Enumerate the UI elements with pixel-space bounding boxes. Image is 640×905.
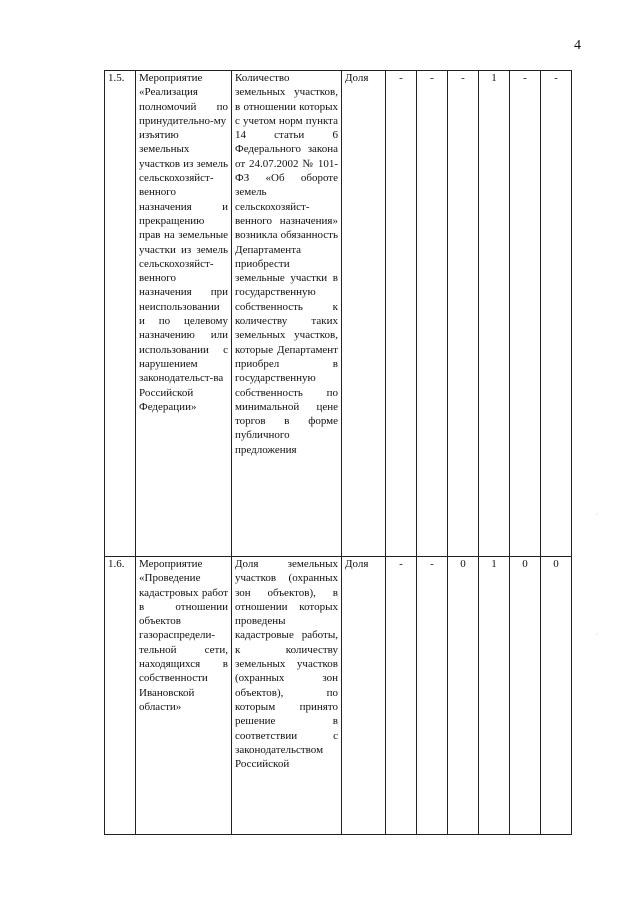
value-cell: 1 [479, 71, 510, 557]
indicators-table [104, 70, 572, 835]
value-cell: - [510, 71, 541, 557]
value-cell: 0 [510, 557, 541, 835]
value-cell: - [386, 71, 417, 557]
value-cell: 0 [541, 557, 572, 835]
table-row [105, 71, 572, 557]
unit-cell: Доля [342, 71, 386, 557]
value-cell: 1 [479, 557, 510, 835]
scan-mark: · [596, 632, 598, 638]
value-cell: - [386, 557, 417, 835]
value-cell: 0 [448, 557, 479, 835]
page-number: 4 [574, 38, 581, 53]
value-cell: - [417, 557, 448, 835]
unit-cell: Доля [342, 557, 386, 835]
value-cell: - [417, 71, 448, 557]
value-cell: - [448, 71, 479, 557]
table-row [105, 557, 572, 835]
value-cell: - [541, 71, 572, 557]
row-number: 1.6. [105, 557, 136, 835]
indicator-cell: Количество земельных участков, в отношении которых с учетом норм пункта 14 статьи 6 Федерального закона от 24.07.2002 № 101-ФЗ «Об обороте земель сельскохозяйст-венного назначения» возникла обязанность Департамента приобрести земельные участки в государственную собственность к количеству таких земельных участков, которые Департамент приобрел в государственную собственность по минимальной цене торгов в форме публичного предложения [232, 71, 342, 557]
event-cell: Мероприятие «Реализация полномочий по принудительно-му изъятию земельных участков из земель сельскохозяйст-венного назначения и прекращению прав на земельные участки из земель сельскохозяйст-венного назначения при неиспользовании и по целевому назначению или использовании с нарушением законодательст-ва Российской Федерации» [136, 71, 232, 557]
row-number: 1.5. [105, 71, 136, 557]
scan-mark: · [596, 512, 598, 518]
indicator-cell: Доля земельных участков (охранных зон объектов), в отношении которых проведены кадастровые работы, к количеству земельных участков (охранных зон объектов), по которым принято решение в соответствии с законодательством Российской [232, 557, 342, 835]
event-cell: Мероприятие «Проведение кадастровых работ в отношении объектов газораспредели-тельной сети, находящихся в собственности Ивановской области» [136, 557, 232, 835]
